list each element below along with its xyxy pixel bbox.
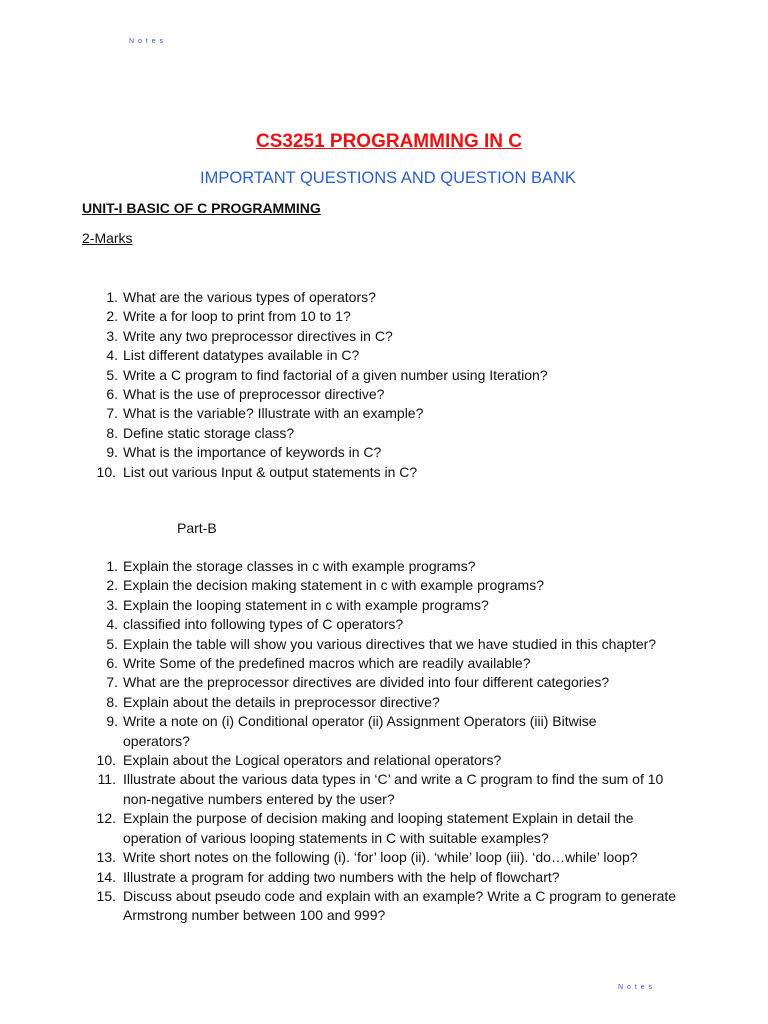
question-item — [0, 327, 548, 346]
question-text: List different datatypes available in C? — [123, 347, 360, 364]
question-text: Write a for loop to print from 10 to 1? — [123, 308, 351, 325]
question-item — [0, 596, 691, 615]
two-marks-question-list — [0, 288, 548, 482]
question-text: Write Some of the predefined macros which are readily available? — [123, 655, 531, 672]
question-number: 4. — [106, 616, 118, 633]
question-text: Explain the looping statement in c with example programs? — [123, 596, 489, 613]
question-text: What is the importance of keywords in C? — [123, 444, 382, 461]
question-number: 1. — [106, 289, 118, 305]
question-item — [0, 615, 691, 634]
question-text: classified into following types of C operators? — [123, 616, 404, 633]
question-number: 14. — [96, 868, 116, 885]
page-subtitle: IMPORTANT QUESTIONS AND QUESTION BANK — [200, 169, 576, 187]
question-number: 5. — [106, 366, 118, 383]
question-number: 2. — [106, 577, 118, 594]
question-item — [0, 848, 691, 867]
question-item — [0, 576, 691, 595]
question-number: 13. — [96, 849, 116, 866]
question-number: 11. — [97, 771, 116, 788]
question-item — [0, 557, 691, 576]
question-number: 4. — [106, 347, 118, 364]
question-text: List out various Input & output statements in C? — [123, 463, 418, 480]
question-number: 1. — [106, 558, 118, 574]
question-item — [0, 712, 691, 751]
question-text: What are the preprocessor directives are divided into four different categories? — [123, 674, 610, 691]
question-item — [0, 463, 548, 482]
question-text: Explain the table will show you various directives that we have studied in this chapter? — [123, 635, 657, 652]
question-number: 8. — [106, 693, 118, 710]
question-text: Illustrate about the various data types in ‘C’ and write a C program to find the sum of 10 non-negative numbers entered by the user? — [123, 771, 664, 807]
question-item — [0, 443, 548, 462]
question-item — [0, 385, 548, 404]
question-item — [0, 404, 548, 423]
watermark-bottom: N o t e s — [618, 984, 654, 991]
question-item — [0, 288, 548, 307]
question-number: 10. — [96, 463, 116, 480]
question-item — [0, 887, 691, 926]
question-text: Define static storage class? — [123, 424, 295, 441]
question-text: Illustrate a program for adding two numbers with the help of flowchart? — [123, 868, 560, 885]
question-number: 3. — [106, 596, 118, 613]
question-item — [0, 809, 691, 848]
question-number: 8. — [106, 424, 118, 441]
question-item — [0, 693, 691, 712]
question-number: 15. — [96, 887, 116, 904]
question-item — [0, 346, 548, 365]
question-text: What are the various types of operators? — [123, 289, 376, 305]
watermark-top: N o t e s — [129, 38, 165, 45]
question-number: 7. — [106, 674, 118, 691]
question-number: 10. — [96, 752, 116, 769]
question-text: Discuss about pseudo code and explain with an example? Write a C program to generate Armstrong number between 100 and 999? — [123, 887, 677, 924]
unit-heading: UNIT-I BASIC OF C PROGRAMMING — [82, 200, 321, 216]
question-text: Explain the purpose of decision making and looping statement Explain in detail the operation of various looping statements in C with suitable examples? — [123, 810, 634, 846]
question-text: Write a note on (i) Conditional operator (ii) Assignment Operators (iii) Bitwise operators? — [123, 713, 597, 749]
question-number: 9. — [106, 713, 118, 730]
question-text: Explain the storage classes in c with example programs? — [123, 558, 476, 574]
question-number: 6. — [106, 386, 118, 403]
question-item — [0, 751, 691, 770]
part-b-question-list — [0, 557, 691, 926]
question-number: 5. — [106, 635, 118, 652]
question-text: Write short notes on the following (i). ‘for’ loop (ii). ‘while’ loop (iii). ‘do…while’ loop? — [123, 849, 638, 866]
two-marks-heading: 2-Marks — [82, 230, 133, 246]
question-text: What is the use of preprocessor directive? — [123, 386, 385, 403]
question-item — [0, 366, 548, 385]
question-number: 7. — [106, 405, 118, 422]
question-text: What is the variable? Illustrate with an example? — [123, 405, 424, 422]
question-number: 3. — [106, 327, 118, 344]
question-text: Explain the decision making statement in c with example programs? — [123, 577, 544, 594]
question-number: 6. — [106, 655, 118, 672]
question-item — [0, 868, 691, 887]
question-number: 12. — [96, 810, 116, 827]
question-item — [0, 654, 691, 673]
question-item — [0, 635, 691, 654]
question-text: Write any two preprocessor directives in C? — [123, 327, 393, 344]
question-item — [0, 424, 548, 443]
question-text: Write a C program to find factorial of a given number using Iteration? — [123, 366, 548, 383]
question-number: 2. — [106, 308, 118, 325]
question-text: Explain about the details in preprocessor directive? — [123, 693, 440, 710]
page-title: CS3251 PROGRAMMING IN C — [255, 131, 523, 152]
question-item — [0, 770, 691, 809]
question-number: 9. — [106, 444, 118, 461]
question-item — [0, 307, 548, 326]
question-item — [0, 673, 691, 692]
part-b-heading: Part-B — [177, 520, 217, 536]
question-text: Explain about the Logical operators and relational operators? — [123, 752, 502, 769]
